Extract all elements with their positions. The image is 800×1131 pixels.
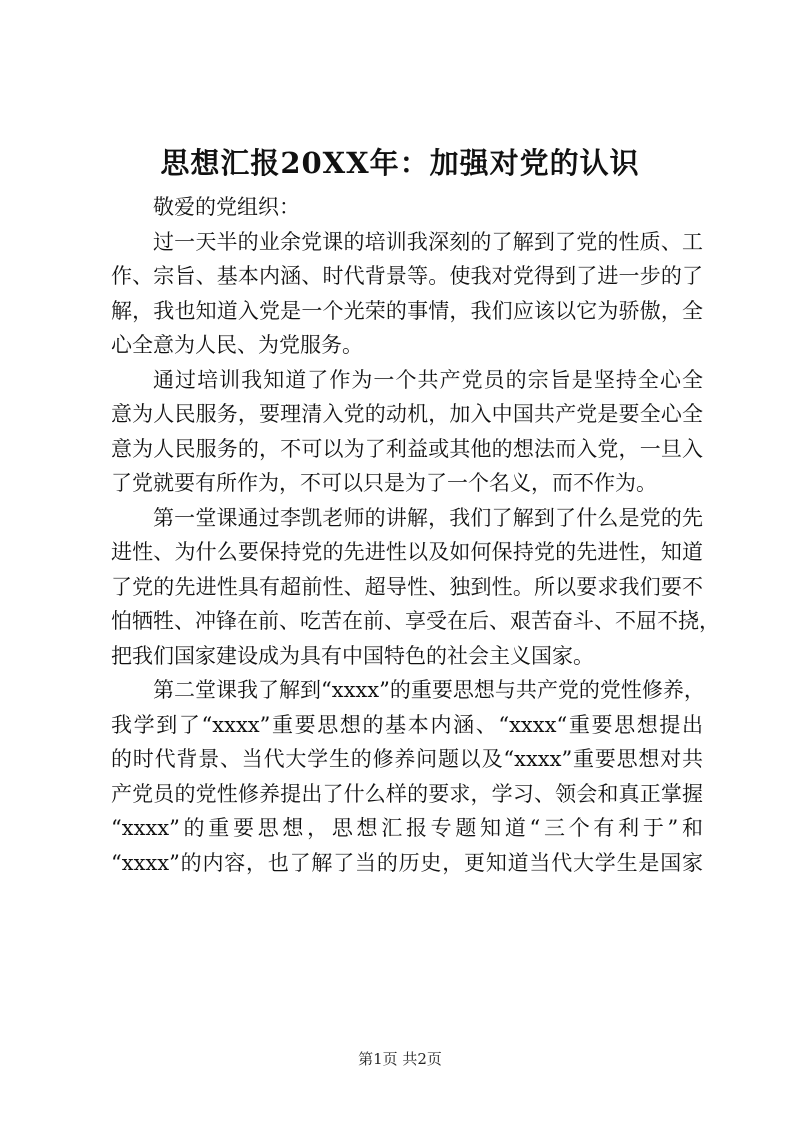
- paragraph: [111, 225, 703, 363]
- paragraph-line: 第一堂课通过李凯老师的讲解，我们了解到了什么是党的先: [153, 505, 703, 530]
- paragraph-line: “xxxx”的内容，也了解了当的历史，更知道当代大学生是国家: [111, 850, 703, 875]
- paragraph: [111, 673, 703, 880]
- paragraph-line: 我学到了“xxxx”重要思想的基本内涵、“xxxx“重要思想提出: [111, 712, 703, 737]
- paragraph-line: 意为人民服务，要理清入党的动机，加入中国共产党是要全心全: [111, 402, 703, 426]
- paragraph: [111, 501, 720, 674]
- paragraph-line: 第二堂课我了解到“xxxx”的重要思想与共产党的党性修养，: [153, 678, 705, 702]
- salutation: 敬爱的党组织：: [153, 195, 300, 219]
- paragraph-line: 的时代背景、当代大学生的修养问题以及“xxxx”重要思想对共: [111, 747, 703, 771]
- paragraph-line: 进性、为什么要保持党的先进性以及如何保持党的先进性，知道: [111, 540, 703, 564]
- paragraph-line: “xxxx”的重要思想，思想汇报专题知道“三个有利于”和: [111, 816, 703, 840]
- paragraph: [111, 363, 703, 501]
- paragraph-line: 心全意为人民、为党服务。: [111, 333, 363, 357]
- paragraph-line: 通过培训我知道了作为一个共产党员的宗旨是坚持全心全: [153, 367, 703, 392]
- document-title: 思想汇报20XX年：加强对党的认识: [160, 146, 640, 180]
- paragraph-line: 解，我也知道入党是一个光荣的事情，我们应该以它为骄傲，全: [111, 298, 703, 323]
- paragraph-line: 了党的先进性具有超前性、超导性、独到性。所以要求我们要不: [111, 574, 703, 599]
- paragraph-line: 产党员的党性修养提出了什么样的要求，学习、领会和真正掌握: [111, 781, 703, 806]
- paragraph-line: 怕牺牲、冲锋在前、吃苦在前、享受在后、艰苦奋斗、不屈不挠，: [111, 609, 720, 633]
- page-footer: 第1页 共2页: [358, 1050, 442, 1068]
- paragraph-line: 把我们国家建设成为具有中国特色的社会主义国家。: [111, 643, 594, 668]
- document-body: [111, 190, 720, 880]
- paragraph-line: 作、宗旨、基本内涵、时代背景等。使我对党得到了进一步的了: [111, 264, 703, 288]
- paragraph-line: 意为人民服务的，不可以为了利益或其他的想法而入党，一旦入: [111, 436, 703, 461]
- paragraph-line: 了党就要有所作为，不可以只是为了一个名义，而不作为。: [111, 471, 657, 495]
- paragraph-line: 过一天半的业余党课的培训我深刻的了解到了党的性质、工: [153, 229, 703, 254]
